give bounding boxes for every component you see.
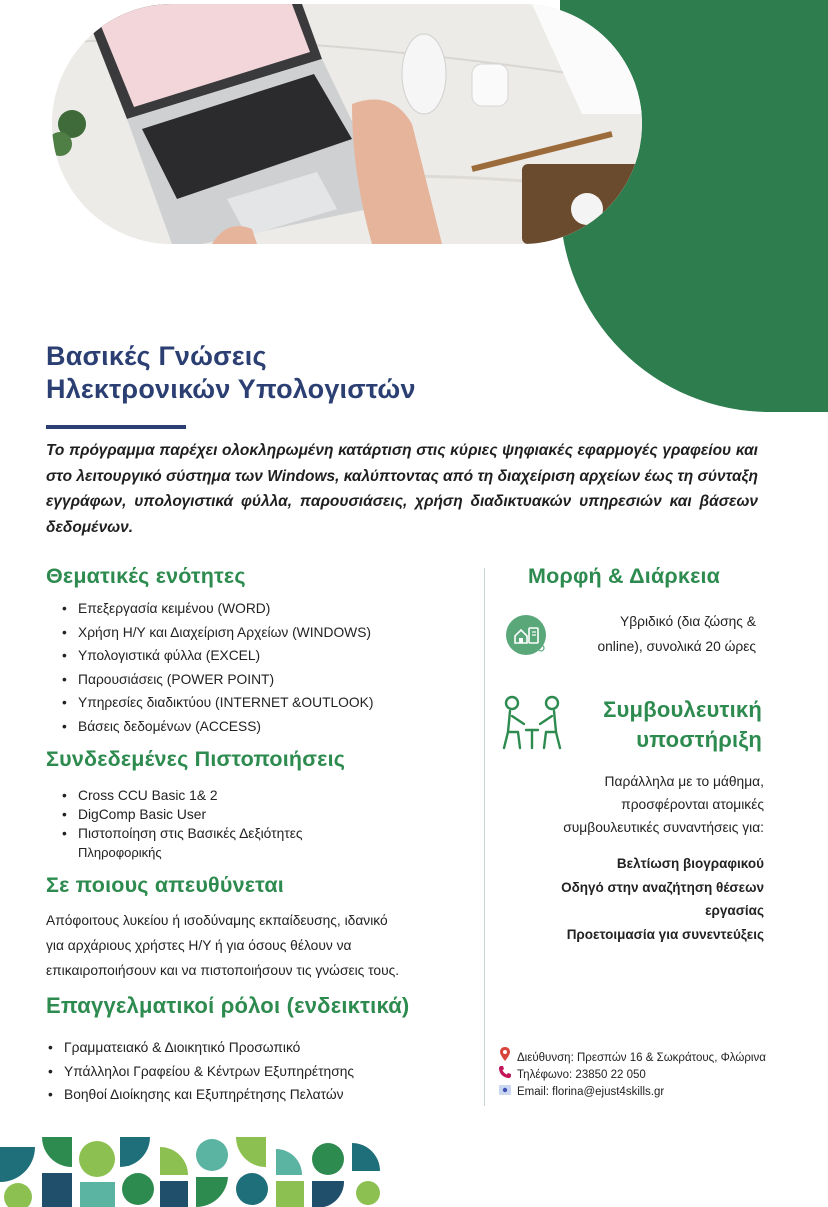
certs-list — [60, 786, 303, 843]
modules-list — [60, 597, 373, 738]
format-line: Υβριδικό (δια ζώσης & — [620, 614, 756, 629]
audience-text — [46, 908, 464, 983]
list-item: • Υπάλληλοι Γραφείου & Κέντρων Εξυπηρέτησης — [46, 1060, 354, 1084]
certs-heading: Συνδεδεμένες Πιστοποιήσεις — [46, 747, 346, 771]
home-book-icon — [506, 615, 546, 655]
counseling-topic: Οδηγό στην αναζήτηση θέσεων — [561, 879, 764, 895]
page-title — [46, 340, 416, 406]
counseling-topic: Προετοιμασία για συνεντεύξεις — [566, 926, 764, 942]
email-icon — [498, 1085, 512, 1098]
list-item: • Επεξεργασία κειμένου (WORD) — [60, 597, 373, 621]
counseling-desc-line: προσφέρονται ατομικές — [621, 797, 764, 812]
counseling-topic: Βελτίωση βιογραφικού — [616, 856, 764, 871]
title-line-1: Βασικές Γνώσεις — [46, 341, 267, 371]
list-item: • Βοηθοί Διοίκησης και Εξυπηρέτησης Πελατών — [46, 1083, 354, 1107]
roles-list — [46, 1036, 354, 1107]
header-photo — [52, 4, 642, 244]
column-divider — [484, 568, 485, 1106]
counseling-desc — [500, 770, 764, 839]
contact-address — [498, 1047, 766, 1064]
counseling-topic: εργασίας — [705, 903, 764, 918]
roles-heading: Επαγγελματικοί ρόλοι (ενδεικτικά) — [46, 993, 410, 1018]
format-heading: Μορφή & Διάρκεια — [528, 564, 721, 588]
list-item: • Παρουσιάσεις (POWER POINT) — [60, 668, 373, 692]
decorative-pattern — [0, 1137, 400, 1207]
address-text: Διεύθυνση: Πρεσπών 16 & Σωκράτους, Φλώρινα — [517, 1052, 766, 1064]
cert-continuation: Πληροφορικής — [78, 845, 162, 860]
audience-line: Απόφοιτους λυκείου ή ισοδύναμης εκπαίδευσης, ιδανικό — [46, 913, 388, 928]
phone-text: Τηλέφωνο: 23850 22 050 — [517, 1069, 646, 1081]
list-item: • Χρήση Η/Υ και Διαχείριση Αρχείων (WINDOWS) — [60, 621, 373, 645]
phone-icon — [498, 1066, 512, 1081]
list-item: • Υπηρεσίες διαδικτύου (INTERNET &OUTLOOK) — [60, 691, 373, 715]
contact-email — [498, 1085, 664, 1098]
contact-phone — [498, 1066, 646, 1081]
format-text — [560, 609, 756, 659]
list-item: • DigComp Basic User — [60, 805, 303, 824]
intro-paragraph: Το πρόγραμμα παρέχει ολοκληρωμένη κατάρτιση στις κύριες ψηφιακές εφαρμογές γραφείου και στο λειτουργικό σύστημα των Windows, καλύπτοντας από τη διαχείριση αρχείων έως τη σύνταξη εγγράφων, υπολογιστικά φύλλα, παρουσιάσεις, χρήση διαδικτυακών υπηρεσιών και βάσεων δεδομένων. — [46, 442, 758, 536]
list-item: • Βάσεις δεδομένων (ACCESS) — [60, 715, 373, 739]
counseling-heading-line: υποστήριξη — [636, 727, 762, 752]
counseling-heading — [520, 695, 762, 755]
list-item: • Γραμματειακό & Διοικητικό Προσωπικό — [46, 1036, 354, 1060]
title-line-2: Ηλεκτρονικών Υπολογιστών — [46, 374, 416, 404]
audience-line: επικαιροποιήσουν και να πιστοποιήσουν τις γνώσεις τους. — [46, 963, 400, 978]
counseling-topics — [500, 852, 764, 946]
list-item: • Cross CCU Basic 1& 2 — [60, 786, 303, 805]
audience-line: για αρχάριους χρήστες Η/Υ ή για όσους θέλουν να — [46, 938, 352, 953]
format-line: online), συνολικά 20 ώρες — [597, 639, 756, 654]
email-text: Email: florina@ejust4skills.gr — [517, 1086, 665, 1098]
counseling-desc-line: Παράλληλα με το μάθημα, — [604, 774, 764, 789]
counseling-desc-line: συμβουλευτικές συναντήσεις για: — [563, 820, 764, 835]
location-pin-icon — [498, 1047, 512, 1064]
list-item: • Υπολογιστικά φύλλα (EXCEL) — [60, 644, 373, 668]
audience-heading: Σε ποιους απευθύνεται — [46, 873, 284, 897]
list-item: • Πιστοποίηση στις Βασικές Δεξιότητες — [60, 824, 303, 843]
modules-heading: Θεματικές ενότητες — [46, 564, 246, 588]
title-underline — [46, 425, 186, 429]
counseling-heading-line: Συμβουλευτική — [603, 697, 762, 722]
